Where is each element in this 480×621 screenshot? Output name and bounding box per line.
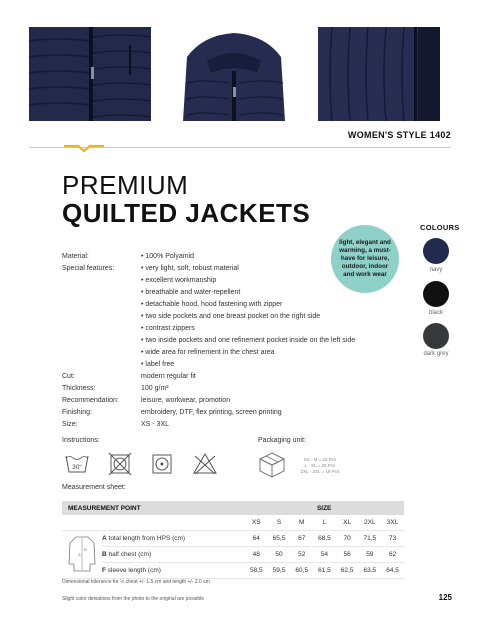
measurement-row [62,563,404,579]
jacket-diagram [62,531,102,579]
colour-label-dark-grey: dark grey [423,351,449,357]
spec-value: • two side pockets and one breast pocket on the right side [141,313,321,320]
value-cell: 64,5 [381,563,404,579]
measurement-row [62,531,404,547]
package-box-icon [258,451,286,479]
colour-label-black: black [428,310,443,316]
colours-title: COLOURS [420,223,460,232]
spec-key: Material: [62,253,89,260]
spec-value: • detachable hood, hood fastening with zipper [141,301,283,308]
value-cell: 59 [358,547,381,563]
value-cell: 62,5 [336,563,359,579]
letter-b: B [102,551,107,558]
spec-key: Cut: [62,373,75,380]
colour-swatch-navy [423,238,449,264]
packaging-line: XS - M = 22 Pcs [303,457,337,462]
value-cell: 71,5 [358,531,381,547]
letter-a: A [102,535,107,542]
measurement-table [62,501,404,579]
packaging-label: Packaging unit: [258,437,306,444]
chevron-accent-icon [64,143,104,153]
product-photo-front-zipper [29,27,151,121]
size-2xl: 2XL [358,515,381,531]
svg-text:A: A [78,551,81,557]
packaging-lines [290,457,350,475]
spec-value: • label free [141,361,175,368]
size-xs: XS [245,515,268,531]
packaging-line: L - XL = 20 Pcs [304,463,336,468]
measurement-name-f [102,563,245,579]
spec-value: • excellent workmanship [141,277,217,284]
value-cell: 54 [313,547,336,563]
product-photo-collar [173,27,295,121]
header-size: SIZE [245,501,404,515]
header-measurement-point: MEASUREMENT POINT [62,501,245,515]
packaging-line: 2XL - 3XL = 18 Pcs [300,469,340,474]
measurement-name-b [102,547,245,563]
size-3xl: 3XL [381,515,404,531]
spec-value: • wide area for refinement in the chest area [141,349,275,356]
value-cell: 59,5 [268,563,291,579]
value-cell: 62 [381,547,404,563]
no-bleach-icon [192,452,218,476]
value-cell: 48 [245,547,268,563]
measurement-name-a [102,531,245,547]
value-cell: 52 [290,547,313,563]
title-line1: PREMIUM [62,170,189,200]
size-xl: XL [336,515,359,531]
style-label: WOMEN'S STYLE 1402 [347,130,451,140]
no-tumble-dry-icon [108,452,132,476]
wash-temp: 30° [72,464,82,471]
spec-value: • contrast zippers [141,325,195,332]
size-s: S [268,515,291,531]
measurement-header-row [62,501,404,515]
measurement-label: Measurement sheet: [62,484,126,491]
spec-key: Finishing: [62,409,92,416]
value-cell: 58,5 [245,563,268,579]
value-cell: 68,5 [313,531,336,547]
svg-text:B: B [84,546,87,552]
spec-value: 100 g/m² [141,385,169,392]
diagram-cell-spacer [62,515,102,531]
name-b: half chest (cm) [106,551,152,558]
value-cell: 61,5 [313,563,336,579]
value-cell: 60,5 [290,563,313,579]
feature-bubble-text: light, elegant and warming, a must-have for leisure, outdoor, indoor and work wear [339,238,391,279]
name-a: total length from HPS (cm) [106,535,186,542]
colour-swatch-black [423,281,449,307]
jacket-diagram-icon [67,534,97,574]
instructions-label: Instructions: [62,437,100,444]
colour-label-navy: navy [429,267,443,273]
letter-f: F [102,567,106,574]
spec-value: leisure, workwear, promotion [141,397,231,404]
spec-key: Size: [62,421,78,428]
spec-value: modern regular fit [141,373,196,380]
value-cell: 56 [336,547,359,563]
colour-swatch-dark-grey [423,323,449,349]
size-m: M [290,515,313,531]
size-l: L [313,515,336,531]
spec-value: embroidery, DTF, flex printing, screen printing [141,409,282,416]
spec-key: Recommendation: [62,397,119,404]
value-cell: 67 [290,531,313,547]
wash-30-icon [64,452,90,476]
spec-value: XS - 3XL [141,421,170,428]
page-number: 125 [438,593,452,602]
value-cell: 63,5 [358,563,381,579]
spec-value: • 100% Polyamid [141,253,195,260]
tolerance-note: Dimensional tolerance for ½ chest +/- 1.5 cm and length +/- 2.0 cm [62,579,210,585]
spec-key: Thickness: [62,385,96,392]
measurement-row [62,547,404,563]
deviation-note: Slight color deviations from the photo to the original are possible [62,596,205,602]
value-cell: 73 [381,531,404,547]
spec-value: • breathable and water-repellent [141,289,241,296]
spec-value: • very light, soft, robust material [141,265,239,272]
iron-low-icon [150,452,174,476]
feature-bubble [331,225,399,293]
value-cell: 64 [245,531,268,547]
title-line2: QUILTED JACKETS [62,198,311,228]
value-cell: 70 [336,531,359,547]
spec-value: • two inside pockets and one refinement pocket inside on the left side [141,337,356,344]
name-f: sleeve length (cm) [105,567,161,574]
value-cell: 65,5 [268,531,291,547]
size-row [62,515,404,531]
spec-key: Special features: [62,265,115,272]
value-cell: 50 [268,547,291,563]
product-photo-sleeve [318,27,440,121]
size-row-spacer [102,515,245,531]
